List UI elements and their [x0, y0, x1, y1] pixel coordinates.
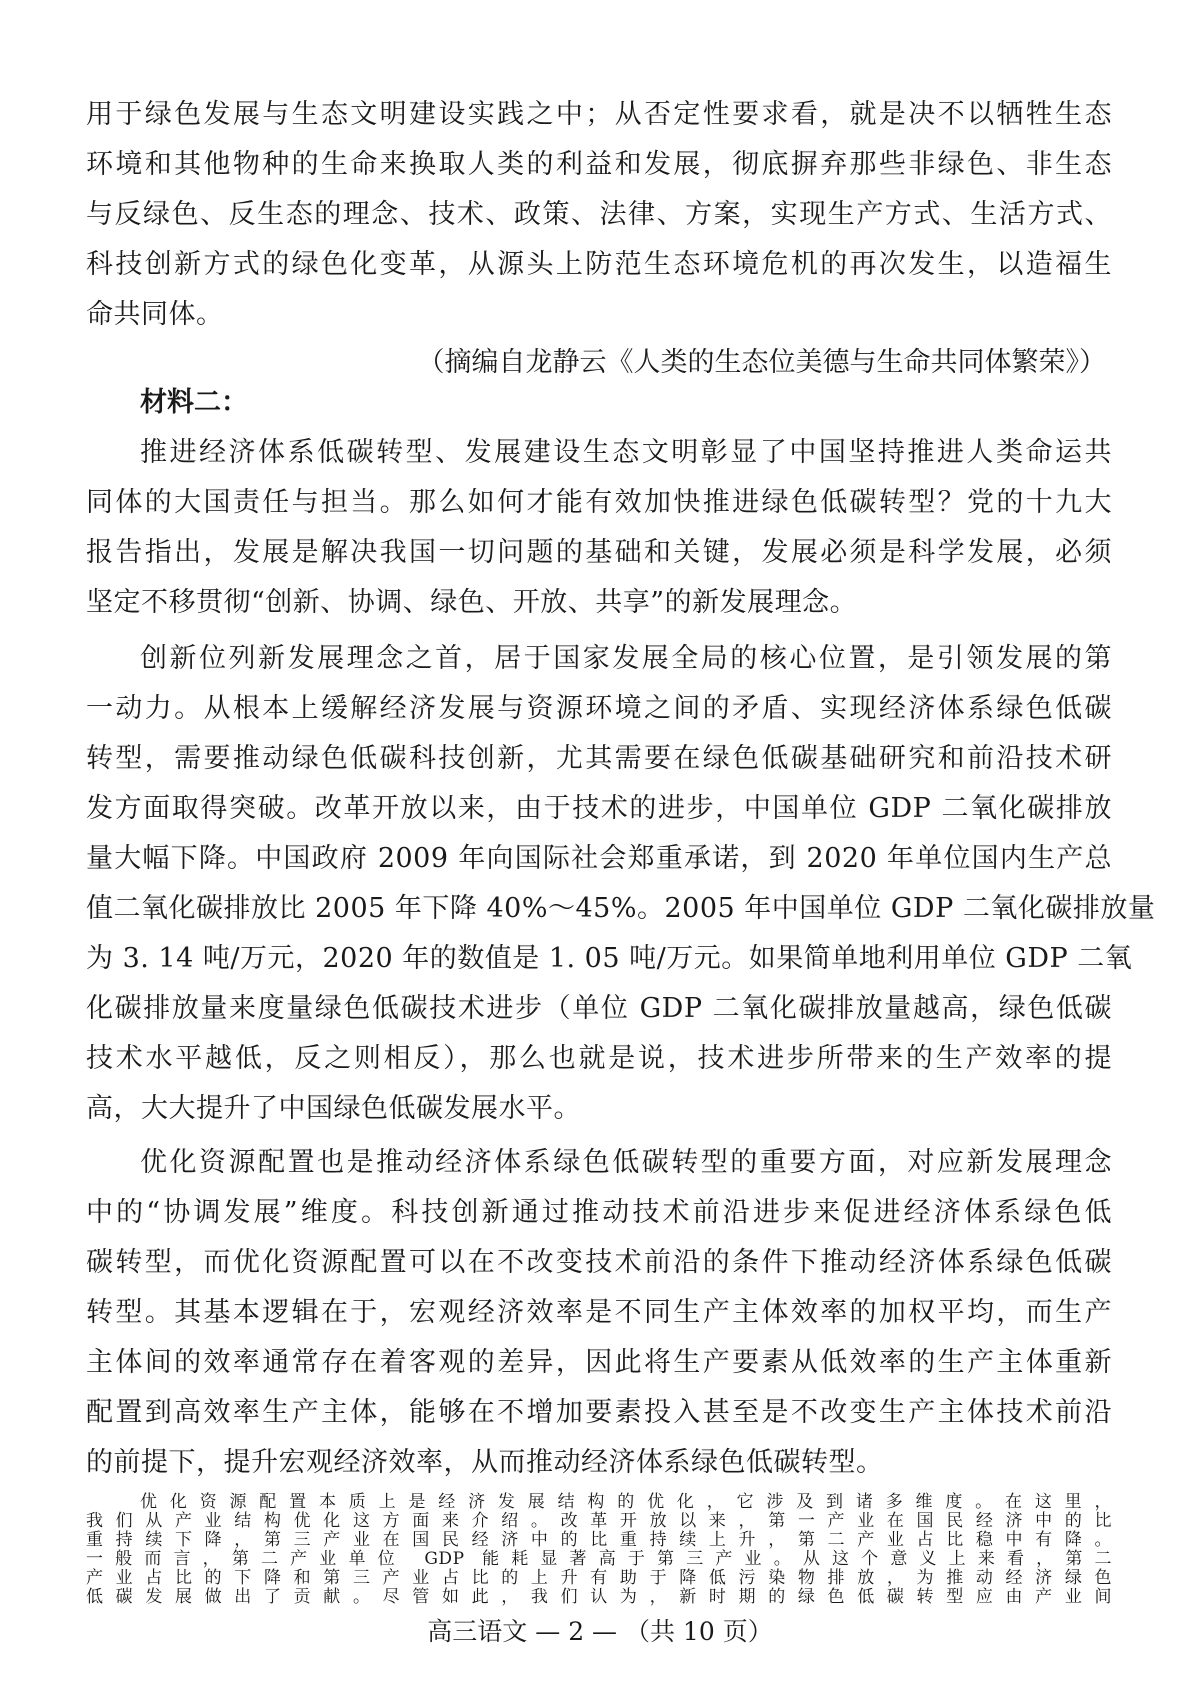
- text-line: 创新位列新发展理念之首，居于国家发展全局的核心位置，是引领发展的第: [140, 643, 1112, 674]
- text-line: 命共同体。: [86, 299, 224, 330]
- text-line: 的前提下，提升宏观经济效率，从而推动经济体系绿色低碳转型。: [86, 1447, 884, 1478]
- text-line: 推进经济体系低碳转型、发展建设生态文明彰显了中国坚持推进人类命运共: [140, 437, 1112, 468]
- paragraph-3: [86, 1138, 1112, 1488]
- text-line: 优化资源配置本质上是经济发展结构的优化，它涉及到诸多维度。在这里，: [140, 1492, 1112, 1512]
- text-line: 环境和其他物种的生命来换取人类的利益和发展，彻底摒弃那些非绿色、非生态: [86, 149, 1112, 180]
- text-line: 量大幅下降。中国政府 2009 年向国际社会郑重承诺，到 2020 年单位国内生产总: [86, 843, 1112, 874]
- text-line: 中的“协调发展”维度。科技创新通过推动技术前沿进步来促进经济体系绿色低: [86, 1197, 1112, 1228]
- text-line: 科技创新方式的绿色化变革，从源头上防范生态环境危机的再次发生，以造福生: [86, 249, 1112, 280]
- text-line: 配置到高效率生产主体，能够在不增加要素投入甚至是不改变生产主体技术前沿: [86, 1397, 1112, 1428]
- material-heading: 材料二：: [140, 387, 248, 418]
- text-line: 转型。其基本逻辑在于，宏观经济效率是不同生产主体效率的加权平均，而生产: [86, 1297, 1112, 1328]
- text-line: 我们从产业结构优化这方面来介绍。改革开放以来，第一产业在国民经济中的比: [86, 1511, 1112, 1531]
- text-line: 技术水平越低，反之则相反），那么也就是说，技术进步所带来的生产效率的提: [86, 1043, 1112, 1074]
- intro-paragraph: [86, 90, 1112, 340]
- text-line: 低碳发展做出了贡献。尽管如此，我们认为，新时期的绿色低碳转型应由产业间: [86, 1587, 1112, 1607]
- paragraph-2: [86, 634, 1156, 1134]
- page-footer: 高三语文 — 2 — （共 10 页）: [427, 1617, 773, 1646]
- text-line: 产业占比的下降和第三产业占比的上升有助于降低污染物排放，为推动经济绿色: [86, 1568, 1112, 1588]
- text-line: 一般而言，第二产业单位 GDP 能耗显著高于第三产业。从这个意义上来看，第二: [86, 1549, 1112, 1569]
- text-line: 重持续下降，第三产业在国民经济中的比重持续上升，第二产业占比稳中有降。: [86, 1530, 1112, 1550]
- text-line: 主体间的效率通常存在着客观的差异，因此将生产要素从低效率的生产主体重新: [86, 1347, 1112, 1378]
- text-line: 值二氧化碳排放比 2005 年下降 40%～45%。2005 年中国单位 GDP 二氧化碳排放量: [86, 893, 1156, 924]
- text-line: 为 3. 14 吨/万元，2020 年的数值是 1. 05 吨/万元。如果简单地利用单位 GDP 二氧: [86, 943, 1133, 974]
- text-line: 一动力。从根本上缓解经济发展与资源环境之间的矛盾、实现经济体系绿色低碳: [86, 693, 1112, 724]
- paragraph-4: [86, 1493, 1112, 1607]
- paragraph-1: [86, 428, 1112, 628]
- text-line: 发方面取得突破。改革开放以来，由于技术的进步，中国单位 GDP 二氧化碳排放: [86, 793, 1112, 824]
- text-line: 优化资源配置也是推动经济体系绿色低碳转型的重要方面，对应新发展理念: [140, 1147, 1112, 1178]
- text-line: 与反绿色、反生态的理念、技术、政策、法律、方案，实现生产方式、生活方式、: [86, 199, 1112, 230]
- text-line: 用于绿色发展与生态文明建设实践之中；从否定性要求看，就是决不以牺牲生态: [86, 99, 1112, 130]
- text-line: 同体的大国责任与担当。那么如何才能有效加快推进绿色低碳转型？党的十九大: [86, 487, 1112, 518]
- text-line: 坚定不移贯彻“创新、协调、绿色、开放、共享”的新发展理念。: [86, 587, 858, 618]
- text-line: 转型，需要推动绿色低碳科技创新，尤其需要在绿色低碳基础研究和前沿技术研: [86, 743, 1112, 774]
- text-line: 高，大大提升了中国绿色低碳发展水平。: [86, 1093, 581, 1124]
- text-line: 碳转型，而优化资源配置可以在不改变技术前沿的条件下推动经济体系绿色低碳: [86, 1247, 1112, 1278]
- text-line: 报告指出，发展是解决我国一切问题的基础和关键，发展必须是科学发展，必须: [86, 537, 1112, 568]
- text-line: 化碳排放量来度量绿色低碳技术进步（单位 GDP 二氧化碳排放量越高，绿色低碳: [86, 993, 1112, 1024]
- source-citation: （摘编自龙静云《人类的生态位美德与生命共同体繁荣》）: [417, 347, 1106, 378]
